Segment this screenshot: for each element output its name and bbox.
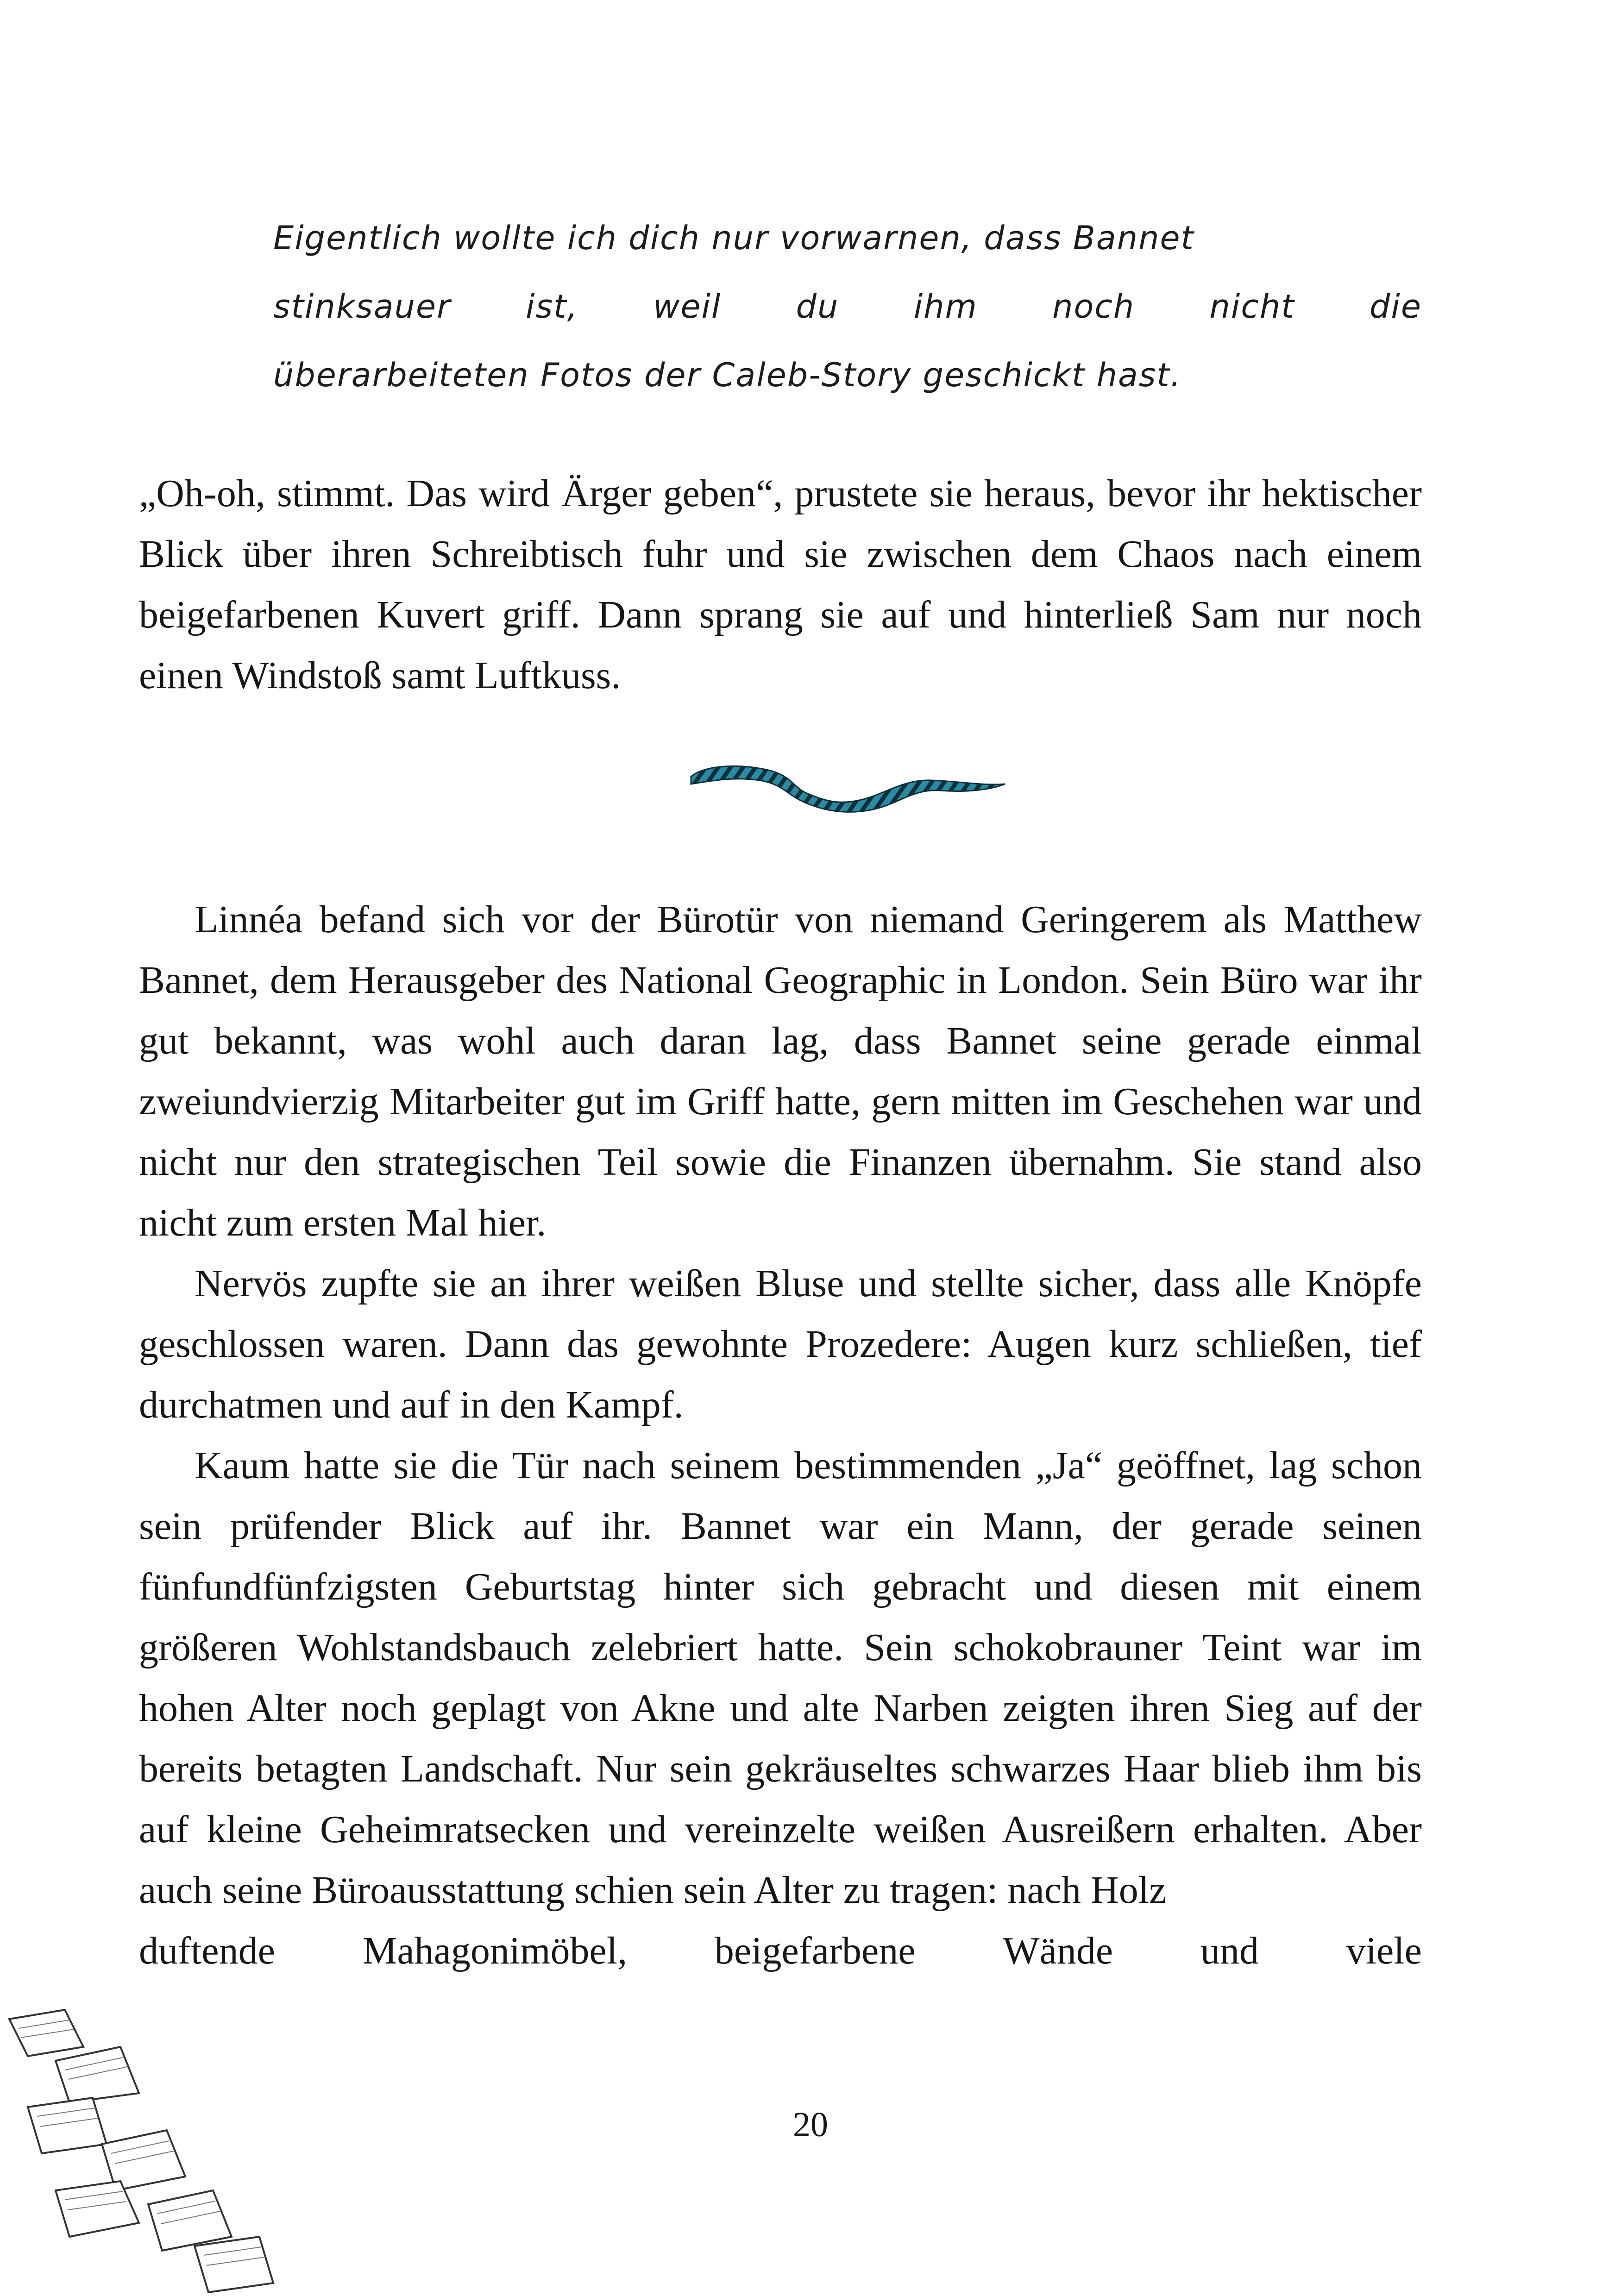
- note-word: du: [796, 288, 839, 326]
- note-line-2: [273, 272, 1422, 341]
- word: beigefarbene: [714, 1929, 916, 1972]
- text-block-2: [139, 889, 1422, 1981]
- last-line: [139, 1920, 1422, 1981]
- word: Wände: [1003, 1929, 1113, 1972]
- word: Mahagonimöbel,: [362, 1929, 628, 1972]
- flying-papers-illustration: [0, 2005, 296, 2296]
- note-word: stinksauer: [273, 288, 451, 326]
- word: duftende: [139, 1929, 275, 1972]
- paragraph: „Oh-oh, stimmt. Das wird Ärger geben“, prustete sie heraus, bevor ihr hektischer Blick über ihren Schreibtisch fuhr und sie zwischen dem Chaos nach einem beigefarbenen Kuvert griff. Dann sprang sie auf und hinterließ Sam nur noch einen Windstoß samt Luftkuss.: [139, 472, 1422, 697]
- paragraph: Linnéa befand sich vor der Bürotür von niemand Geringerem als Matthew Bannet, dem Herausgeber des National Geographic in London. Sein Büro war ihr gut bekannt, was wohl auch daran lag, dass Bannet seine gerade einmal zweiundvierzig Mitarbeiter gut im Griff hatte, gern mitten im Geschehen war und nicht nur den strategischen Teil sowie die Finanzen übernahm. Sie stand also nicht zum ersten Mal hier.: [139, 898, 1422, 1244]
- page-number: 20: [793, 2105, 828, 2144]
- note-word: weil: [653, 288, 722, 326]
- note-line-1: Eigentlich wollte ich dich nur vorwarnen, dass Bannet: [273, 219, 1194, 257]
- note-word: die: [1369, 288, 1422, 326]
- word: viele: [1346, 1929, 1422, 1972]
- note-word: noch: [1052, 288, 1135, 326]
- handwritten-note: [273, 204, 1422, 409]
- word: und: [1200, 1929, 1259, 1972]
- paragraph: Nervös zupfte sie an ihrer weißen Bluse und stellte sicher, dass alle Knöpfe geschlossen waren. Dann das gewohnte Prozedere: Augen kurz schließen, tief durchatmen und auf in den Kampf.: [139, 1262, 1422, 1426]
- note-word: ist,: [526, 288, 578, 326]
- note-word: ihm: [913, 288, 978, 326]
- text-block-1: [139, 463, 1422, 706]
- note-word: nicht: [1209, 288, 1295, 326]
- paragraph: Kaum hatte sie die Tür nach seinem bestimmenden „Ja“ geöffnet, lag schon sein prüfender Blick auf ihr. Bannet war ein Mann, der gerade seinen fünfundfünfzigsten Geburtstag hinter sich gebracht und diesen mit einem größeren Wohlstandsbauch zelebriert hatte. Sein schokobrauner Teint war im hohen Alter noch geplagt von Akne und alte Narben zeigten ihren Sieg auf der bereits betagten Landschaft. Nur sein gekräuseltes schwarzes Haar blieb ihm bis auf kleine Geheimratsecken und vereinzelte weißen Ausreißern erhalten. Aber auch seine Büroausstattung schien sein Alter zu tragen: nach Holz: [139, 1444, 1422, 1912]
- note-line-3: überarbeiteten Fotos der Caleb-Story geschickt hast.: [273, 356, 1182, 394]
- snake-ornament-icon: [685, 757, 1010, 813]
